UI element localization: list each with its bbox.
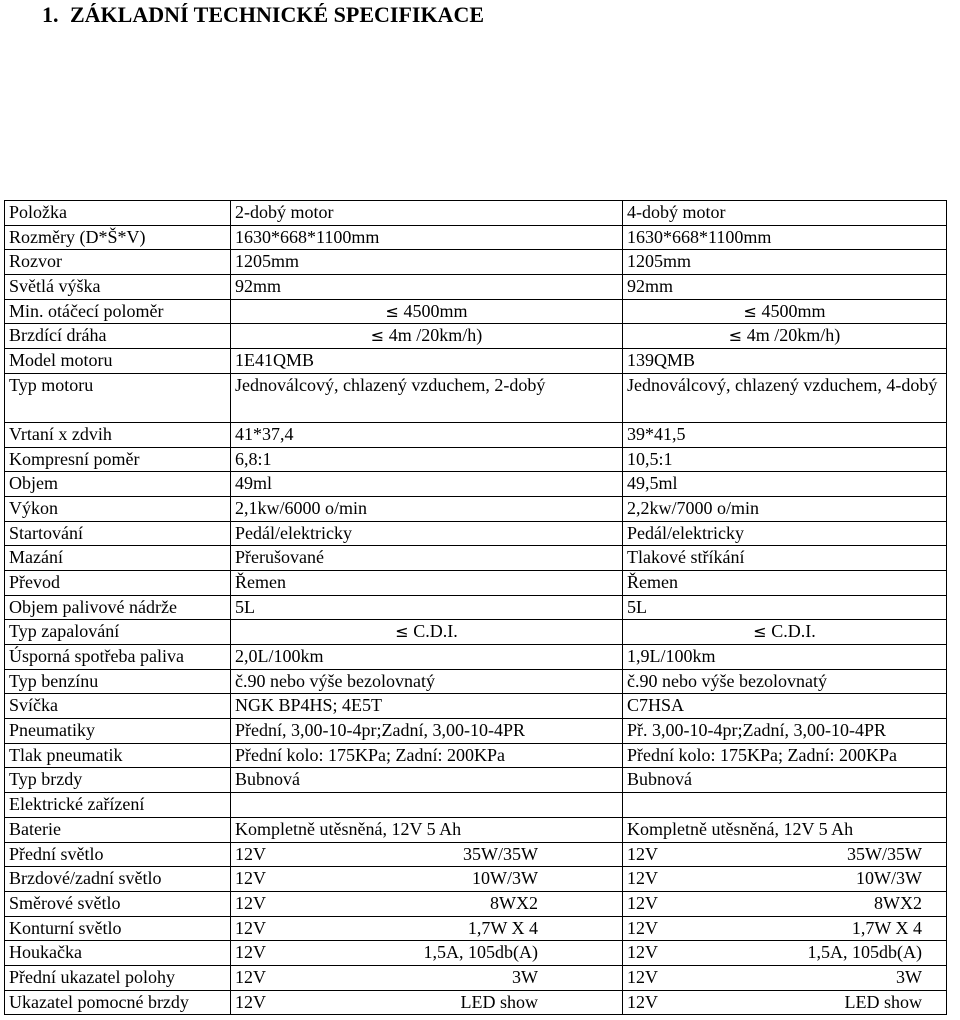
cell-text: C.D.I. bbox=[413, 621, 458, 642]
table-cell bbox=[623, 645, 947, 670]
table-row bbox=[5, 373, 947, 422]
table-row bbox=[5, 817, 947, 842]
cell-text: č.90 nebo výše bezolovnatý bbox=[627, 670, 827, 691]
table-cell bbox=[5, 299, 231, 324]
table-cell bbox=[5, 324, 231, 349]
table-cell bbox=[5, 472, 231, 497]
power-value: 10W/3W bbox=[472, 868, 538, 889]
power-value: 10W/3W bbox=[856, 868, 922, 889]
table-row bbox=[5, 250, 947, 275]
cell-text: Přední kolo: 175KPa; Zadní: 200KPa bbox=[627, 744, 897, 765]
table-cell bbox=[623, 990, 947, 1015]
table-cell bbox=[231, 916, 623, 941]
cell-text: Jednoválcový, chlazený vzduchem, 4-dobý bbox=[627, 374, 938, 395]
table-row bbox=[5, 891, 947, 916]
table-cell bbox=[5, 768, 231, 793]
cell-text: Startování bbox=[9, 522, 83, 543]
voltage-value: 12V bbox=[627, 868, 658, 889]
voltage-value: 12V bbox=[627, 966, 658, 987]
table-cell bbox=[623, 620, 947, 645]
table-cell bbox=[5, 595, 231, 620]
table-cell bbox=[623, 324, 947, 349]
cell-text: 92mm bbox=[627, 276, 674, 297]
power-value: 3W bbox=[896, 966, 922, 987]
table-row bbox=[5, 793, 947, 818]
table-cell bbox=[231, 447, 623, 472]
table-cell bbox=[5, 965, 231, 990]
cell-text: Směrové světlo bbox=[9, 892, 121, 913]
cell-text: Tlak pneumatik bbox=[9, 744, 123, 765]
split-cell bbox=[627, 892, 942, 914]
table-cell bbox=[623, 275, 947, 300]
table-cell bbox=[5, 743, 231, 768]
split-cell bbox=[235, 966, 618, 988]
split-cell bbox=[627, 991, 942, 1013]
table-row bbox=[5, 324, 947, 349]
cell-text: Typ brzdy bbox=[9, 769, 83, 790]
cell-text: Objem bbox=[9, 473, 58, 494]
table-cell bbox=[623, 521, 947, 546]
table-cell bbox=[231, 817, 623, 842]
cell-text: NGK BP4HS; 4E5T bbox=[235, 695, 383, 716]
table-cell bbox=[5, 422, 231, 447]
table-cell bbox=[623, 941, 947, 966]
table-cell bbox=[5, 793, 231, 818]
table-row bbox=[5, 916, 947, 941]
table-cell bbox=[623, 817, 947, 842]
power-value: 1,7W X 4 bbox=[851, 917, 922, 938]
cell-text: Brzdové/zadní světlo bbox=[9, 868, 162, 889]
cell-text: č.90 nebo výše bezolovnatý bbox=[235, 670, 435, 691]
split-cell bbox=[627, 966, 942, 988]
table-row bbox=[5, 867, 947, 892]
table-row bbox=[5, 349, 947, 374]
table-row bbox=[5, 965, 947, 990]
table-cell bbox=[231, 645, 623, 670]
table-row bbox=[5, 990, 947, 1015]
split-cell bbox=[235, 843, 618, 865]
voltage-value: 12V bbox=[235, 917, 266, 938]
cell-text: 139QMB bbox=[627, 350, 696, 371]
table-cell bbox=[231, 941, 623, 966]
table-cell bbox=[5, 817, 231, 842]
table-row bbox=[5, 275, 947, 300]
table-cell bbox=[623, 965, 947, 990]
voltage-value: 12V bbox=[235, 966, 266, 987]
table-cell bbox=[5, 496, 231, 521]
table-cell bbox=[231, 472, 623, 497]
cell-text: 4m /20km/h) bbox=[388, 325, 483, 346]
table-cell bbox=[5, 447, 231, 472]
cell-text: Vrtaní x zdvih bbox=[9, 423, 112, 444]
cell-text: Kompletně utěsněná, 12V 5 Ah bbox=[235, 818, 462, 839]
cell-text: Př. 3,00-10-4pr;Zadní, 3,00-10-4PR bbox=[627, 720, 886, 741]
header-cell-4stroke: 4-dobý motor bbox=[623, 201, 947, 226]
le-symbol: ≤ bbox=[743, 301, 757, 321]
cell-text: Houkačka bbox=[9, 942, 82, 963]
cell-text: Brzdící dráha bbox=[9, 325, 107, 346]
table-cell bbox=[231, 743, 623, 768]
split-cell bbox=[627, 843, 942, 865]
table-cell bbox=[5, 373, 231, 422]
table-cell bbox=[623, 496, 947, 521]
cell-text: Přední kolo: 175KPa; Zadní: 200KPa bbox=[235, 744, 505, 765]
table-cell bbox=[623, 916, 947, 941]
cell-text: 2,0L/100km bbox=[235, 646, 324, 666]
table-cell bbox=[231, 349, 623, 374]
cell-text: Svíčka bbox=[9, 695, 58, 716]
cell-text: Pneumatiky bbox=[9, 720, 95, 741]
cell-text: C7HSA bbox=[627, 695, 685, 716]
table-cell bbox=[231, 275, 623, 300]
cell-text: Tlakové stříkání bbox=[627, 547, 745, 568]
le-symbol: ≤ bbox=[395, 622, 409, 642]
table-row bbox=[5, 768, 947, 793]
table-cell bbox=[623, 299, 947, 324]
heading-number: 1. bbox=[42, 2, 59, 27]
le-symbol: ≤ bbox=[728, 326, 743, 346]
table-row bbox=[5, 669, 947, 694]
table-row bbox=[5, 842, 947, 867]
table-cell bbox=[623, 867, 947, 892]
split-cell bbox=[235, 892, 618, 914]
cell-text: Typ zapalování bbox=[9, 621, 120, 642]
table-row bbox=[5, 620, 947, 645]
cell-text: Světlá výška bbox=[9, 276, 101, 297]
power-value: 35W/35W bbox=[847, 843, 922, 864]
table-cell bbox=[5, 891, 231, 916]
table-row bbox=[5, 225, 947, 250]
table-row bbox=[5, 521, 947, 546]
table-cell bbox=[623, 546, 947, 571]
cell-text: 1205mm bbox=[627, 251, 692, 272]
table-cell bbox=[5, 546, 231, 571]
cell-text: Ukazatel pomocné brzdy bbox=[9, 991, 189, 1012]
cell-text: Přední ukazatel polohy bbox=[9, 966, 175, 987]
cell-text: C.D.I. bbox=[771, 621, 816, 642]
power-value: 35W/35W bbox=[463, 843, 538, 864]
table-cell bbox=[623, 891, 947, 916]
le-symbol: ≤ bbox=[753, 622, 767, 642]
table-cell bbox=[5, 941, 231, 966]
table-cell bbox=[5, 719, 231, 744]
table-cell bbox=[623, 250, 947, 275]
table-cell bbox=[5, 669, 231, 694]
power-value: LED show bbox=[460, 991, 538, 1012]
table-cell bbox=[5, 916, 231, 941]
table-cell bbox=[5, 250, 231, 275]
cell-text: Rozvor bbox=[9, 251, 62, 272]
table-cell bbox=[231, 768, 623, 793]
table-cell bbox=[5, 521, 231, 546]
table-row bbox=[5, 743, 947, 768]
table-cell bbox=[231, 891, 623, 916]
voltage-value: 12V bbox=[235, 892, 266, 913]
le-symbol: ≤ bbox=[370, 326, 385, 346]
cell-text: Mazání bbox=[9, 547, 63, 568]
table-cell bbox=[623, 694, 947, 719]
split-cell bbox=[627, 941, 942, 963]
table-cell bbox=[623, 793, 947, 818]
cell-text: 49ml bbox=[235, 473, 273, 494]
cell-text: Bubnová bbox=[235, 769, 300, 790]
voltage-value: 12V bbox=[627, 917, 658, 938]
table-row bbox=[5, 645, 947, 670]
header-cell-item: Položka bbox=[5, 201, 231, 226]
table-cell bbox=[623, 373, 947, 422]
cell-text: 39*41,5 bbox=[627, 423, 686, 444]
cell-text: Objem palivové nádrže bbox=[9, 596, 177, 617]
voltage-value: 12V bbox=[235, 868, 266, 889]
voltage-value: 12V bbox=[235, 942, 266, 963]
cell-text: Pedál/elektricky bbox=[235, 522, 352, 543]
table-cell bbox=[231, 669, 623, 694]
cell-text: Úsporná spotřeba paliva bbox=[9, 646, 184, 666]
table-cell bbox=[623, 472, 947, 497]
table-row bbox=[5, 941, 947, 966]
table-cell bbox=[231, 842, 623, 867]
split-cell bbox=[627, 867, 942, 889]
cell-text: Kompresní poměr bbox=[9, 448, 140, 469]
table-cell bbox=[231, 324, 623, 349]
cell-text: Řemen bbox=[235, 571, 286, 592]
table-cell bbox=[231, 422, 623, 447]
table-cell bbox=[623, 447, 947, 472]
cell-text: 4500mm bbox=[761, 300, 826, 321]
table-cell bbox=[231, 521, 623, 546]
cell-text: 10,5:1 bbox=[627, 448, 673, 469]
cell-text: Typ benzínu bbox=[9, 670, 99, 691]
voltage-value: 12V bbox=[235, 991, 266, 1012]
header-cell-2stroke: 2-dobý motor bbox=[231, 201, 623, 226]
cell-text: 1,9L/100km bbox=[627, 646, 716, 666]
cell-text: 5L bbox=[627, 596, 647, 617]
table-cell bbox=[231, 225, 623, 250]
table-cell bbox=[231, 250, 623, 275]
cell-text: Přední světlo bbox=[9, 843, 104, 864]
table-cell bbox=[231, 373, 623, 422]
table-cell bbox=[231, 496, 623, 521]
split-cell bbox=[627, 917, 942, 939]
table-cell bbox=[5, 275, 231, 300]
table-cell bbox=[623, 719, 947, 744]
cell-text: 1205mm bbox=[235, 251, 300, 272]
cell-text: Bubnová bbox=[627, 769, 692, 790]
table-cell bbox=[231, 620, 623, 645]
table-row bbox=[5, 719, 947, 744]
table-cell bbox=[231, 793, 623, 818]
table-cell bbox=[5, 349, 231, 374]
split-cell bbox=[235, 867, 618, 889]
cell-text: 6,8:1 bbox=[235, 448, 272, 469]
cell-text: Min. otáčecí poloměr bbox=[9, 300, 164, 321]
table-cell bbox=[231, 546, 623, 571]
table-row bbox=[5, 694, 947, 719]
table-cell bbox=[623, 422, 947, 447]
voltage-value: 12V bbox=[627, 892, 658, 913]
table-cell bbox=[231, 867, 623, 892]
le-symbol: ≤ bbox=[385, 301, 399, 321]
power-value: 1,7W X 4 bbox=[467, 917, 538, 938]
table-cell bbox=[5, 620, 231, 645]
heading-text: ZÁKLADNÍ TECHNICKÉ SPECIFIKACE bbox=[70, 2, 485, 27]
split-cell bbox=[235, 991, 618, 1013]
table-cell bbox=[5, 694, 231, 719]
table-cell bbox=[623, 768, 947, 793]
table-row bbox=[5, 472, 947, 497]
table-cell bbox=[5, 570, 231, 595]
table-cell bbox=[231, 990, 623, 1015]
table-row bbox=[5, 496, 947, 521]
cell-text: Typ motoru bbox=[9, 374, 94, 395]
table-cell bbox=[623, 595, 947, 620]
cell-text: Konturní světlo bbox=[9, 917, 122, 938]
table-row bbox=[5, 570, 947, 595]
table-row bbox=[5, 595, 947, 620]
power-value: LED show bbox=[844, 991, 922, 1012]
spec-table bbox=[4, 200, 947, 1015]
table-cell bbox=[623, 669, 947, 694]
cell-text: Převod bbox=[9, 571, 60, 592]
table-header-row bbox=[5, 201, 947, 226]
table-cell bbox=[231, 694, 623, 719]
cell-text: Model motoru bbox=[9, 350, 113, 371]
cell-text: Jednoválcový, chlazený vzduchem, 2-dobý bbox=[235, 374, 546, 395]
table-cell bbox=[231, 595, 623, 620]
voltage-value: 12V bbox=[627, 843, 658, 864]
power-value: 3W bbox=[512, 966, 538, 987]
cell-text: Kompletně utěsněná, 12V 5 Ah bbox=[627, 818, 854, 839]
table-row bbox=[5, 422, 947, 447]
cell-text: Elektrické zařízení bbox=[9, 794, 145, 815]
voltage-value: 12V bbox=[235, 843, 266, 864]
power-value: 8WX2 bbox=[874, 892, 922, 913]
cell-text: Pedál/elektricky bbox=[627, 522, 744, 543]
split-cell bbox=[235, 917, 618, 939]
table-cell bbox=[5, 645, 231, 670]
table-cell bbox=[623, 570, 947, 595]
cell-text: 41*37,4 bbox=[235, 423, 294, 444]
cell-text: Přední, 3,00-10-4pr;Zadní, 3,00-10-4PR bbox=[235, 720, 525, 741]
cell-text: 4m /20km/h) bbox=[746, 325, 841, 346]
cell-text: 1630*668*1100mm bbox=[627, 226, 772, 247]
cell-text: 1E41QMB bbox=[235, 350, 315, 371]
spec-table-body bbox=[5, 201, 947, 1015]
cell-text: 49,5ml bbox=[627, 473, 678, 494]
cell-text: Řemen bbox=[627, 571, 678, 592]
voltage-value: 12V bbox=[627, 991, 658, 1012]
page-title bbox=[42, 0, 484, 30]
table-row bbox=[5, 546, 947, 571]
table-cell bbox=[623, 743, 947, 768]
table-cell bbox=[231, 965, 623, 990]
cell-text: 92mm bbox=[235, 276, 282, 297]
cell-text: 4500mm bbox=[403, 300, 468, 321]
table-cell bbox=[623, 225, 947, 250]
table-row bbox=[5, 447, 947, 472]
table-cell bbox=[5, 990, 231, 1015]
power-value: 1,5A, 105db(A) bbox=[423, 942, 538, 963]
table-cell bbox=[231, 570, 623, 595]
power-value: 1,5A, 105db(A) bbox=[807, 942, 922, 963]
power-value: 8WX2 bbox=[490, 892, 538, 913]
cell-text: 1630*668*1100mm bbox=[235, 226, 380, 247]
table-cell bbox=[623, 349, 947, 374]
table-cell bbox=[5, 225, 231, 250]
cell-text: 2,2kw/7000 o/min bbox=[627, 497, 760, 518]
table-cell bbox=[623, 842, 947, 867]
cell-text: Rozměry (D*Š*V) bbox=[9, 226, 146, 247]
table-cell bbox=[231, 299, 623, 324]
table-cell bbox=[5, 842, 231, 867]
cell-text: Baterie bbox=[9, 818, 61, 839]
cell-text: 2,1kw/6000 o/min bbox=[235, 497, 368, 518]
cell-text: Výkon bbox=[9, 497, 58, 518]
table-cell bbox=[231, 719, 623, 744]
cell-text: 5L bbox=[235, 596, 255, 617]
cell-text: Přerušované bbox=[235, 547, 324, 568]
table-row bbox=[5, 299, 947, 324]
voltage-value: 12V bbox=[627, 942, 658, 963]
split-cell bbox=[235, 941, 618, 963]
table-cell bbox=[5, 867, 231, 892]
